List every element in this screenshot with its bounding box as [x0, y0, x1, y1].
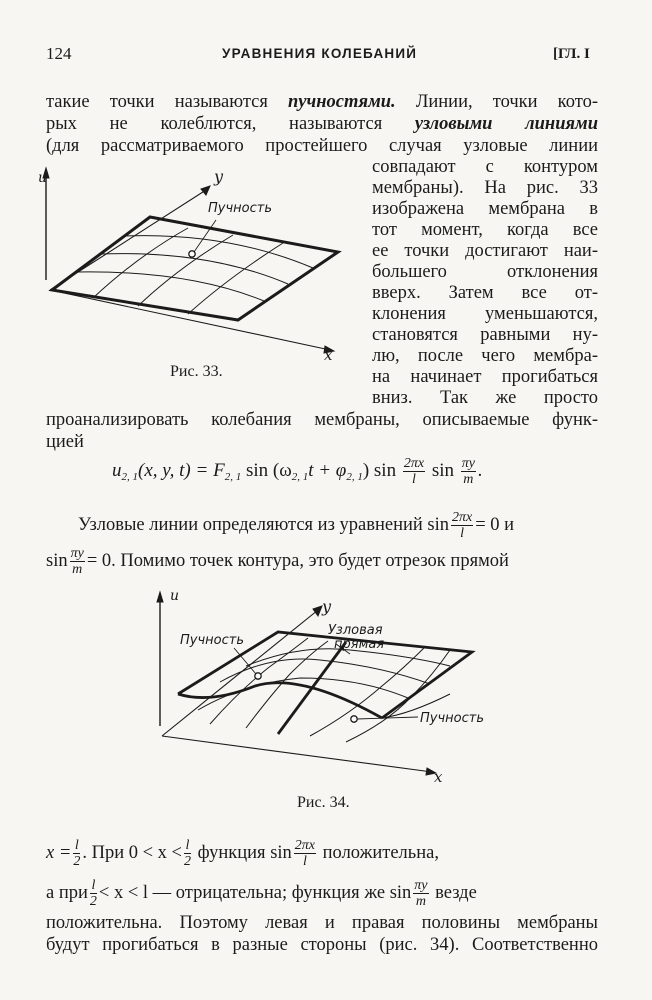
axis-label-x: x [324, 346, 333, 364]
fraction: $\frac{2\pi x}{l}$ [403, 456, 425, 487]
side-text-line: совпадают с контуром [372, 157, 598, 177]
label-antinode-left: Пучность [180, 633, 244, 648]
axis-label-u: u [170, 588, 180, 604]
label-antinode-right: Пучность [420, 711, 484, 726]
text-line: x = $\frac{l}{2}$ . При 0 < x < $\frac{l}{2}$ функция sin $\frac{2\pi x}{l}$ положительна, [46, 838, 439, 869]
side-text-line: тот момент, когда все [372, 220, 598, 240]
page-number: 124 [46, 44, 72, 63]
antinode-point-right [351, 716, 357, 722]
side-text-line: на начинает прогибаться [372, 367, 598, 387]
x-axis [162, 736, 432, 772]
axis-label-u: u [38, 170, 48, 186]
text-line: цией [46, 432, 84, 452]
membrane-contour [52, 217, 338, 320]
axis-label-x: x [434, 768, 443, 786]
figure-33 [38, 160, 360, 385]
running-title: УРАВНЕНИЯ КОЛЕБАНИЙ [222, 46, 418, 61]
formula: $u_{2, 1}(x$, y, $t) = F_{2, 1}$ $\sin (\omega_{2, 1}t + \varphi_{2, 1})$ sin $\frac{2\pi x}{l}$ sin $\frac{\pi y}{m}$ . [112, 456, 483, 487]
text-line: будут прогибаться в разные стороны (рис. 34). Соответственно [46, 935, 598, 955]
side-text-line: становятся равными ну- [372, 325, 598, 345]
text-line: Узловые линии определяются из уравнений sin $\frac{2\pi x}{l}$ = 0 и [78, 510, 515, 541]
text-line: sin $\frac{\pi y}{m}$ = 0. Помимо точек контура, это будет отрезок прямой [46, 546, 509, 577]
text-line: такие точки называются пучностями. Линии, точки кото- [46, 92, 598, 112]
side-text-line: большего отклонения [372, 262, 598, 282]
figure-34 [150, 586, 490, 786]
text-line: (для рассматриваемого простейшего случая узловые линии [46, 136, 598, 156]
membrane-edge [178, 683, 382, 718]
side-text-line: мембраны). На рис. 33 [372, 178, 598, 198]
label-nodal-line-1: Узловая [328, 623, 383, 638]
side-text-line: клонения уменьшаются, [372, 304, 598, 324]
fraction: $\frac{\pi y}{m}$ [461, 456, 475, 487]
side-text-line: ее точки достигают наи- [372, 241, 598, 261]
label-nodal-line-2: прямая [334, 637, 385, 652]
axis-label-y: y [214, 167, 224, 186]
text-line: а при $\frac{l}{2}$ < x < l — отрицательна; функция же sin $\frac{\pi y}{m}$ везде [46, 878, 477, 909]
side-text-line: вверх. Затем все от- [372, 283, 598, 303]
figure-33-caption: Рис. 33. [170, 363, 223, 380]
chapter-ref: [ГЛ. I [553, 46, 590, 62]
x-axis [50, 290, 330, 350]
text-line: рых не колеблются, называются узловыми линиями [46, 114, 598, 134]
y-axis [162, 610, 318, 736]
label-antinode: Пучность [208, 201, 272, 216]
text-line: положительна. Поэтому левая и правая половины мембраны [46, 913, 598, 933]
figure-34-caption: Рис. 34. [297, 794, 350, 811]
axis-label-y: y [322, 597, 332, 616]
side-text-line: вниз. Так же просто [372, 388, 598, 408]
text-line: проанализировать колебания мембраны, описываемые функ- [46, 410, 598, 430]
side-text-line: лю, после чего мембра- [372, 346, 598, 366]
side-text-line: изображена мембрана в [372, 199, 598, 219]
